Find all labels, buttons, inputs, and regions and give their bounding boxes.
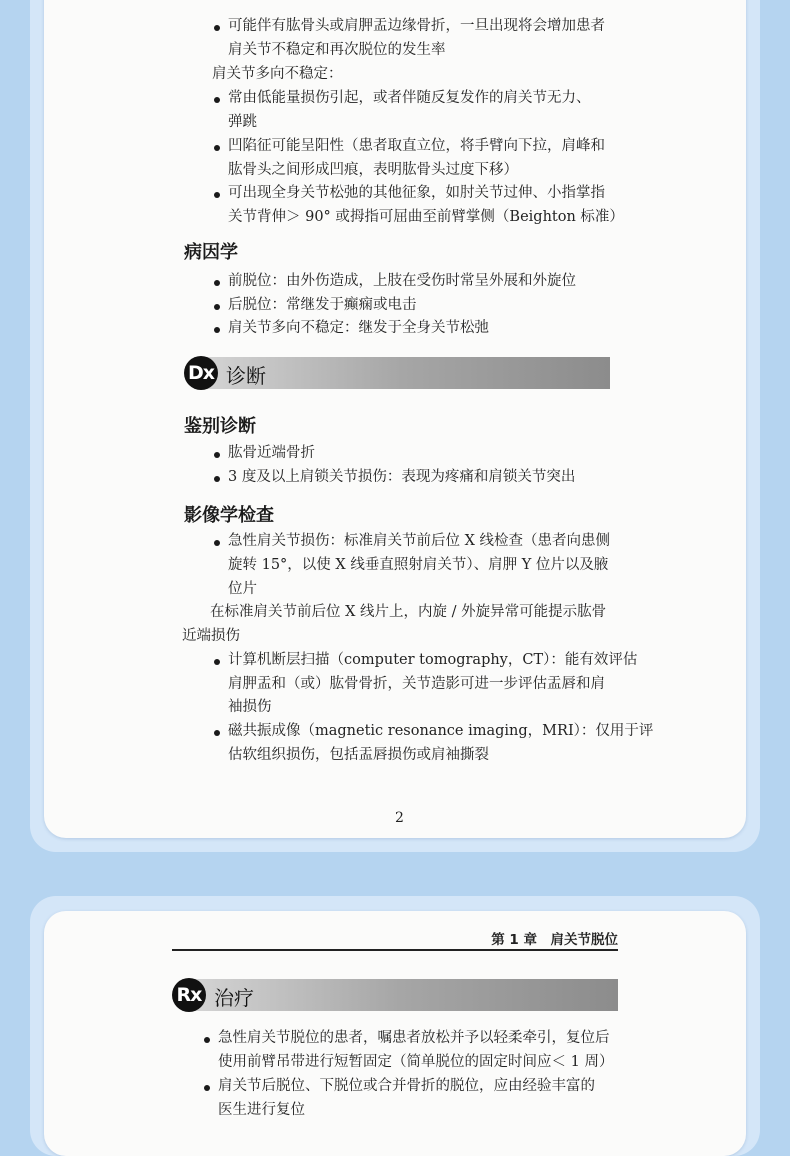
bullet-icon [214, 304, 220, 310]
list-item-line: 急性肩关节损伤：标准肩关节前后位 X 线检查（患者向患侧 [228, 533, 611, 549]
list-item-line: 肱骨头之间形成凹痕，表明肱骨头过度下移） [228, 162, 518, 178]
list-item-line: 常由低能量损伤引起，或者伴随反复发作的肩关节无力、 [228, 90, 591, 106]
page-frame-top [30, 0, 760, 852]
bullet-icon [214, 97, 220, 103]
list-item-line: 计算机断层扫描（computer tomography，CT）：能有效评估 [228, 652, 638, 668]
paragraph-line: 近端损伤 [182, 628, 240, 644]
bullet-icon [214, 659, 220, 665]
header-rule [172, 949, 618, 951]
list-item-line: 估软组织损伤，包括盂唇损伤或肩袖撕裂 [228, 747, 489, 763]
list-item-line: 可能伴有肱骨头或肩胛盂边缘骨折，一旦出现将会增加患者 [228, 18, 605, 34]
heading-imaging: 影像学检查 [184, 505, 274, 526]
bullet-icon [214, 452, 220, 458]
list-item-line: 医生进行复位 [218, 1102, 305, 1118]
list-item-line: 3 度及以上肩锁关节损伤：表现为疼痛和肩锁关节突出 [228, 469, 576, 485]
page-frame-bottom [30, 896, 760, 1156]
list-item-line: 旋转 15°，以使 X 线垂直照射肩关节）、肩胛 Y 位片以及腋 [228, 557, 609, 573]
list-item-line: 磁共振成像（magnetic resonance imaging，MRI）：仅用于评 [228, 723, 654, 739]
paragraph-line: 在标准肩关节前后位 X 线片上，内旋 / 外旋异常可能提示肱骨 [210, 604, 607, 620]
bullet-icon [214, 540, 220, 546]
bullet-icon [214, 280, 220, 286]
list-item-line: 肩关节多向不稳定：继发于全身关节松弛 [228, 320, 489, 336]
list-item-line: 肩关节不稳定和再次脱位的发生率 [228, 42, 446, 58]
page-number: 2 [395, 810, 404, 826]
list-item-line: 肩关节后脱位、下脱位或合并骨折的脱位，应由经验丰富的 [218, 1078, 595, 1094]
list-item-line: 使用前臂吊带进行短暂固定（简单脱位的固定时间应＜ 1 周） [218, 1054, 614, 1070]
running-header: 第 1 章 肩关节脱位 [491, 932, 618, 948]
page-3[interactable] [44, 911, 746, 1156]
list-item-line: 袖损伤 [228, 699, 272, 715]
list-item-line: 肱骨近端骨折 [228, 445, 315, 461]
subsection-label: 肩关节多向不稳定： [212, 66, 343, 82]
heading-differential: 鉴别诊断 [184, 416, 256, 437]
list-item-line: 弹跳 [228, 114, 257, 130]
bullet-icon [214, 25, 220, 31]
bullet-icon [214, 476, 220, 482]
list-item-line: 位片 [228, 581, 257, 597]
list-item-line: 急性肩关节脱位的患者，嘱患者放松并予以轻柔牵引，复位后 [218, 1030, 610, 1046]
list-item-line: 后脱位：常继发于癫痫或电击 [228, 297, 417, 313]
bullet-icon [214, 327, 220, 333]
bullet-icon [214, 192, 220, 198]
bullet-icon [214, 145, 220, 151]
rx-badge-icon: Rx [172, 978, 206, 1012]
list-item-line: 肩胛盂和（或）肱骨骨折，关节造影可进一步评估盂唇和肩 [228, 676, 605, 692]
bullet-icon [204, 1085, 210, 1091]
list-item-line: 关节背伸＞ 90° 或拇指可屈曲至前臂掌侧（Beighton 标准） [228, 209, 624, 225]
bullet-icon [214, 730, 220, 736]
section-title-diagnosis: 诊断 [226, 364, 266, 388]
list-item-line: 凹陷征可能呈阳性（患者取直立位，将手臂向下拉，肩峰和 [228, 138, 605, 154]
heading-etiology: 病因学 [184, 242, 238, 263]
bullet-icon [204, 1037, 210, 1043]
dx-badge-icon: Dx [184, 356, 218, 390]
list-item-line: 可出现全身关节松弛的其他征象，如肘关节过伸、小指掌指 [228, 185, 605, 201]
section-title-treatment: 治疗 [214, 986, 254, 1010]
list-item-line: 前脱位：由外伤造成，上肢在受伤时常呈外展和外旋位 [228, 273, 576, 289]
page-2[interactable] [44, 0, 746, 838]
